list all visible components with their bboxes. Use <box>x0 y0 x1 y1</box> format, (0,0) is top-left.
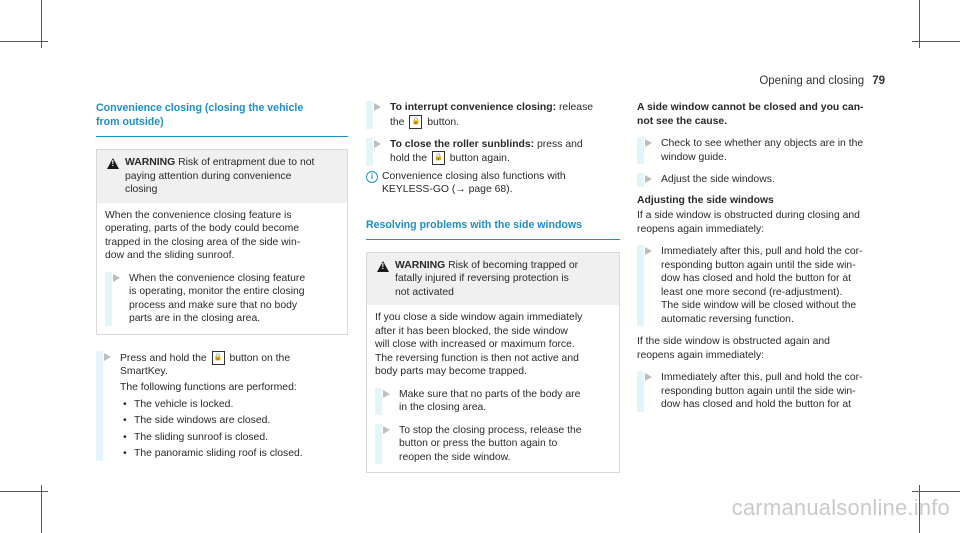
section-title <box>96 101 348 129</box>
warning-step <box>105 272 339 326</box>
text-line: button again. <box>449 153 510 164</box>
crop-mark <box>41 485 42 533</box>
text-line: A side window cannot be closed and you can- <box>637 102 864 113</box>
text-line: the <box>390 116 405 128</box>
column-1 <box>96 101 348 461</box>
warning-text: not activated <box>395 286 454 298</box>
text-line: Convenience closing also functions with <box>382 170 566 182</box>
warning-head <box>367 253 619 306</box>
warning-text: Risk of entrapment due to not <box>178 157 315 168</box>
list-item: • The panoramic sliding roof is closed. <box>120 447 348 461</box>
subheading: Adjusting the side windows <box>637 194 774 206</box>
close-sunblinds-step <box>366 138 620 166</box>
warning-text: closing <box>125 184 158 195</box>
text-line: If you close a side window again immediately <box>375 312 583 323</box>
text-line: When the convenience closing feature is <box>105 209 292 221</box>
text-line: If a side window is obstructed during closing and <box>637 210 860 221</box>
crop-mark <box>0 491 48 492</box>
text-line: least one more second (re-adjustment). <box>661 286 843 298</box>
section-rule <box>366 239 620 240</box>
warning-icon <box>107 158 119 169</box>
info-note <box>366 170 620 197</box>
paragraph <box>637 209 899 236</box>
step-bar <box>375 388 382 415</box>
text-line: operating, parts of the body could become <box>105 223 300 234</box>
warning-box <box>366 252 620 474</box>
step-arrow-icon <box>383 390 390 398</box>
info-icon: i <box>366 171 378 183</box>
instruction-step <box>637 245 899 326</box>
step-bar <box>366 101 373 129</box>
warning-paragraph <box>105 209 339 263</box>
text-line: The side window will be closed without the <box>661 300 857 311</box>
crop-mark <box>0 41 48 42</box>
step-arrow-icon <box>645 175 652 183</box>
warning-icon <box>377 261 389 272</box>
text-line: will close with increased or maximum force. <box>375 339 575 350</box>
column-2 <box>366 101 620 473</box>
text-line: dow has closed and hold the button for at <box>661 273 852 284</box>
list-item: • The sliding sunroof is closed. <box>120 431 348 445</box>
text-line: reopen the side window. <box>399 451 511 463</box>
text-line: responding button again until the side win- <box>661 259 856 271</box>
step-bar <box>637 371 644 412</box>
step-bar <box>96 351 103 461</box>
step-arrow-icon <box>645 139 652 147</box>
text-line: Make sure that no parts of the body are <box>399 388 581 400</box>
header-section: Opening and closing <box>759 75 865 87</box>
text-line: in the closing area. <box>399 402 487 413</box>
text-line: window guide. <box>661 151 727 163</box>
text-line: To stop the closing process, release the <box>399 424 582 436</box>
text-line: Press and hold the <box>120 352 207 364</box>
text-line: press and <box>537 138 583 150</box>
page-header <box>759 75 885 87</box>
text-line: automatic reversing function. <box>661 313 794 325</box>
warning-text: fatally injured if reversing protection is <box>395 273 569 284</box>
crop-mark <box>912 41 960 42</box>
step-arrow-icon <box>383 426 390 434</box>
text-line: process and make sure that no body <box>129 299 298 311</box>
text-line: The following functions are performed: <box>120 382 297 394</box>
text-line: is operating, monitor the entire closing <box>129 286 305 297</box>
text-line: KEYLESS-GO (→ page 68). <box>382 184 513 195</box>
text-line: responding button again until the side win- <box>661 385 856 397</box>
text-line: button. <box>427 116 460 128</box>
interrupt-step <box>366 101 620 129</box>
text-line: reopens again immediately: <box>637 223 765 235</box>
step-arrow-icon <box>113 274 120 282</box>
text-line: parts are in the closing area. <box>129 313 261 324</box>
text-line: If the side window is obstructed again and <box>637 336 830 347</box>
text-line: hold the <box>390 153 427 164</box>
section-rule <box>96 136 348 137</box>
text-line: dow and the sliding sunroof. <box>105 250 235 261</box>
step-arrow-icon <box>104 353 111 361</box>
warning-text: Risk of becoming trapped or <box>448 259 579 271</box>
smartkey-lock-icon: 🔒 <box>409 115 422 129</box>
list-item: • The side windows are closed. <box>120 414 348 428</box>
title-line: Convenience closing (closing the vehicle <box>96 102 304 114</box>
page-number: 79 <box>872 75 885 87</box>
step-bar <box>366 138 373 166</box>
text-line: dow has closed and hold the button for at <box>661 399 852 410</box>
text-line: button on the <box>229 352 291 364</box>
paragraph <box>637 335 899 362</box>
warning-label: WARNING <box>125 157 176 168</box>
step-bar <box>375 424 382 465</box>
text-line: When the convenience closing feature <box>129 272 306 284</box>
text-line: SmartKey. <box>120 365 168 377</box>
step-label: To close the roller sunblinds: <box>390 138 535 150</box>
warning-label: WARNING <box>395 259 446 271</box>
text-line: Immediately after this, pull and hold the cor- <box>661 246 863 257</box>
text-line: after it has been blocked, the side window <box>375 325 568 337</box>
instruction-step <box>637 173 899 187</box>
text-line: not see the cause. <box>637 115 728 127</box>
list-item: • The vehicle is locked. <box>120 398 348 412</box>
title-line: from outside) <box>96 116 164 128</box>
text-line: Immediately after this, pull and hold the cor- <box>661 372 863 383</box>
problem-heading <box>637 101 899 128</box>
text-line: button or press the button again to <box>399 438 558 449</box>
text-line: trapped in the closing area of the side win- <box>105 236 301 248</box>
step-arrow-icon <box>374 103 381 111</box>
smartkey-lock-icon: 🔒 <box>212 351 225 365</box>
warning-box <box>96 149 348 335</box>
text-line: body parts may become trapped. <box>375 366 527 377</box>
smartkey-lock-icon: 🔒 <box>432 151 445 165</box>
step-arrow-icon <box>374 140 381 148</box>
instruction-step <box>637 371 899 412</box>
step-bar <box>637 137 644 164</box>
text-line: Adjust the side windows. <box>661 174 775 185</box>
section-title: Resolving problems with the side windows <box>366 218 583 231</box>
step-bar <box>105 272 112 326</box>
warning-step <box>375 388 611 415</box>
watermark: carmanualsonline.info <box>731 495 950 520</box>
warning-head <box>97 150 347 203</box>
text-line: release <box>558 102 594 113</box>
text-line: The reversing function is then not active and <box>375 352 579 364</box>
warning-body <box>97 203 347 334</box>
step-bar <box>637 173 644 187</box>
warning-body <box>367 305 619 472</box>
warning-paragraph <box>375 311 611 379</box>
instruction-step <box>637 137 899 164</box>
warning-text: paying attention during convenience <box>125 170 292 182</box>
crop-mark <box>912 491 960 492</box>
text-line: Check to see whether any objects are in the <box>661 138 864 149</box>
warning-step <box>375 424 611 465</box>
step-arrow-icon <box>645 247 652 255</box>
step-label: To interrupt convenience closing: <box>390 102 557 113</box>
text-line: reopens again immediately: <box>637 349 765 361</box>
column-3 <box>637 101 899 412</box>
step-bar <box>637 245 644 326</box>
step-arrow-icon <box>645 373 652 381</box>
instruction-step <box>96 351 348 461</box>
